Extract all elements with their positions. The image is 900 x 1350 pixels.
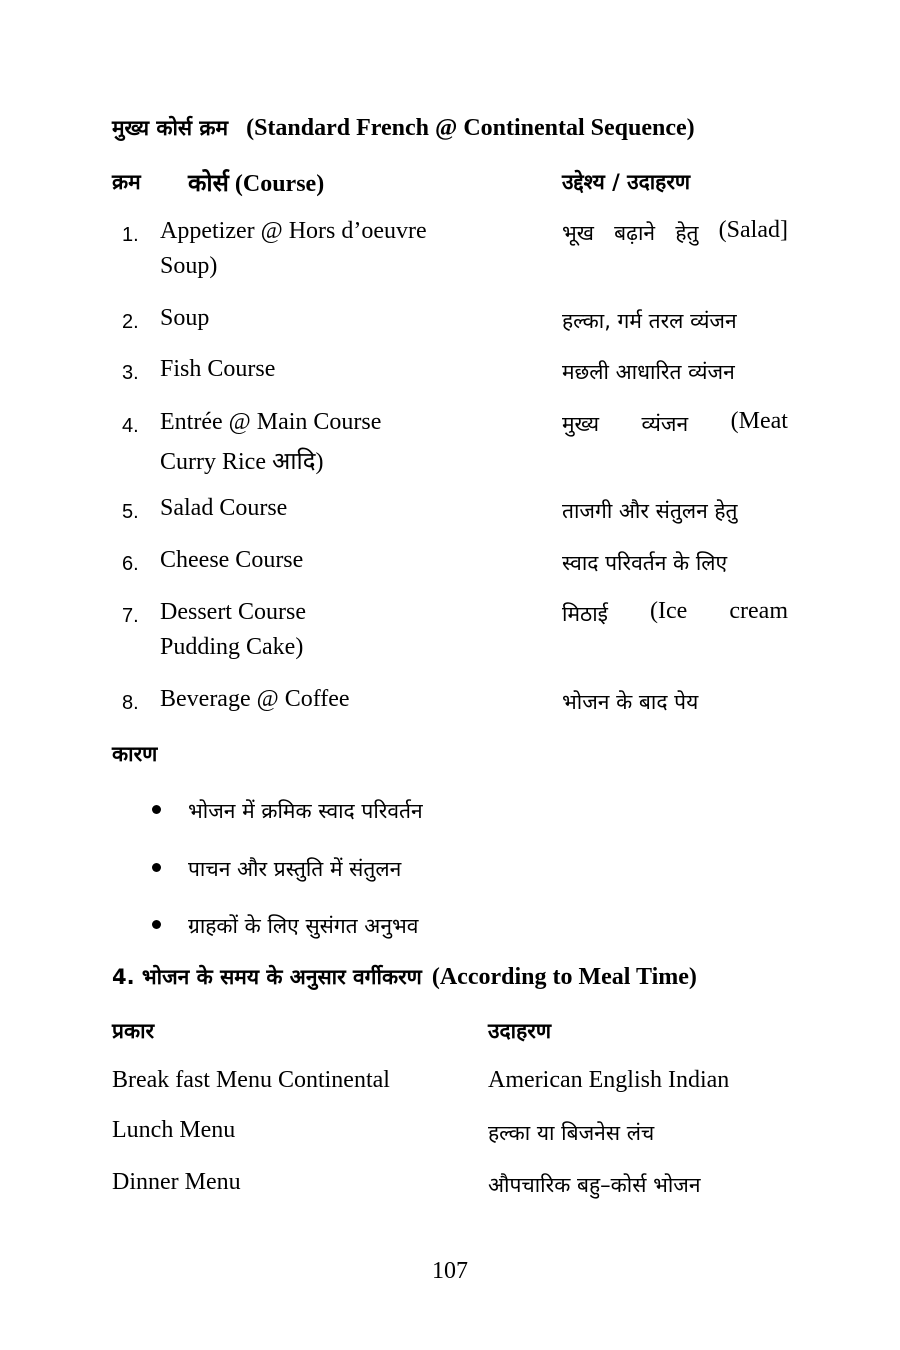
purpose-cell: हल्का, गर्म तरल व्यंजन (562, 309, 737, 333)
col-header-order: क्रम (112, 170, 141, 194)
purpose-word: बढ़ाने (614, 221, 656, 245)
col-header-course (188, 166, 324, 199)
purpose-cell (562, 600, 788, 628)
bullet-icon (152, 920, 161, 929)
course-name: Soup (160, 305, 210, 331)
course-name: Entrée @ Main Course (160, 409, 382, 435)
purpose-cell (562, 410, 788, 438)
meal-example: औपचारिक बहु–कोर्स भोजन (488, 1173, 701, 1197)
purpose-word: मिठाई (562, 602, 608, 626)
reason-heading: कारण (112, 742, 158, 766)
meal-example: हल्का या बिजनेस लंच (488, 1121, 655, 1145)
row-number: 7. (122, 605, 139, 627)
course-name-continued: Curry Rice आदि) (160, 449, 324, 475)
col-header-course-text: कोर्स (Course) (188, 171, 325, 197)
col-header-example: उदाहरण (488, 1019, 552, 1043)
course-name: Dessert Course (160, 599, 306, 625)
purpose-word: cream (729, 598, 788, 624)
page-number: 107 (432, 1258, 468, 1284)
purpose-cell: स्वाद परिवर्तन के लिए (562, 551, 728, 575)
course-name-continued: Soup) (160, 253, 218, 279)
purpose-word: भूख (562, 221, 594, 245)
purpose-cell (562, 219, 788, 247)
purpose-cell: मछली आधारित व्यंजन (562, 360, 735, 384)
bullet-icon (152, 863, 161, 872)
section-heading-course-sequence (112, 114, 695, 142)
row-number: 5. (122, 501, 139, 523)
heading-hindi: मुख्य कोर्स क्रम (112, 116, 229, 140)
purpose-word: (Meat (730, 408, 788, 434)
purpose-word: हेतु (675, 221, 699, 245)
reason-item: भोजन में क्रमिक स्वाद परिवर्तन (188, 799, 423, 823)
course-name: Cheese Course (160, 547, 304, 573)
row-number: 4. (122, 415, 139, 437)
meal-example: American English Indian (488, 1067, 730, 1093)
heading-english: (Standard French @ Continental Sequence) (246, 115, 695, 141)
purpose-cell: ताजगी और संतुलन हेतु (562, 499, 738, 523)
purpose-cell: भोजन के बाद पेय (562, 690, 699, 714)
course-name: Appetizer @ Hors d’oeuvre (160, 218, 427, 244)
section-heading-meal-time (112, 963, 697, 991)
purpose-word: (Salad] (718, 217, 788, 243)
course-name-continued: Pudding Cake) (160, 634, 304, 660)
row-number: 1. (122, 224, 139, 246)
bullet-icon (152, 805, 161, 814)
meal-type: Dinner Menu (112, 1169, 241, 1195)
meal-type: Lunch Menu (112, 1117, 236, 1143)
row-number: 2. (122, 311, 139, 333)
meal-type: Break fast Menu Continental (112, 1067, 390, 1093)
reason-item: ग्राहकों के लिए सुसंगत अनुभव (188, 914, 419, 938)
row-number: 3. (122, 362, 139, 384)
heading-hindi: 4. भोजन के समय के अनुसार वर्गीकरण (112, 965, 422, 989)
course-name: Salad Course (160, 495, 288, 521)
heading-english: (According to Meal Time) (431, 964, 697, 990)
purpose-word: (Ice (650, 598, 688, 624)
purpose-word: मुख्य (562, 412, 600, 436)
course-name: Fish Course (160, 356, 276, 382)
row-number: 6. (122, 553, 139, 575)
col-header-type: प्रकार (112, 1019, 155, 1043)
course-name: Beverage @ Coffee (160, 686, 350, 712)
reason-item: पाचन और प्रस्तुति में संतुलन (188, 857, 402, 881)
row-number: 8. (122, 692, 139, 714)
col-header-purpose: उद्देश्य / उदाहरण (562, 170, 691, 194)
purpose-word: व्यंजन (641, 412, 689, 436)
